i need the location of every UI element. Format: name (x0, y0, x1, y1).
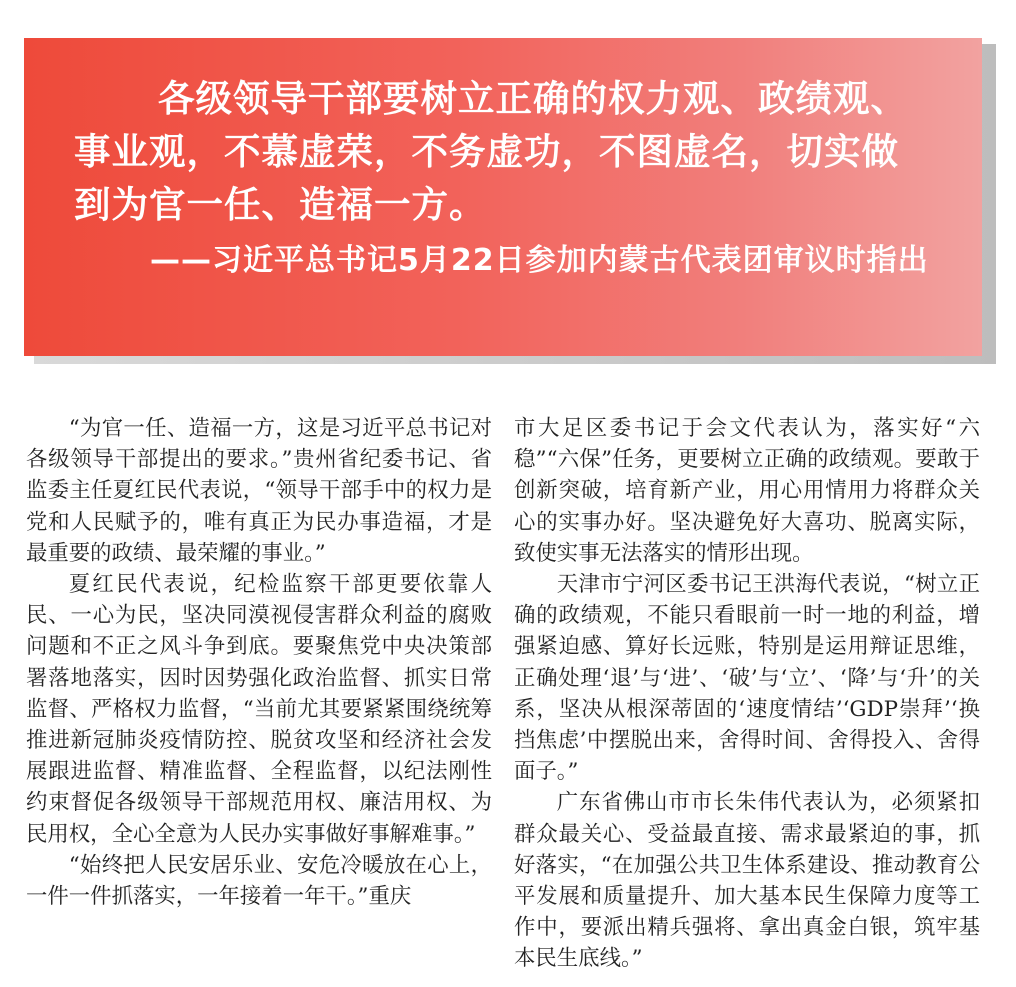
article-left-column (26, 413, 492, 912)
paragraph: “为官一任、造福一方，这是习近平总书记对各级领导干部提出的要求。”贵州省纪委书记、省监委主任夏红民代表说，“领导干部手中的权力是党和人民赋予的，唯有真正为民办事造福，才是最重要的政绩、最荣耀的事业。” (26, 416, 492, 566)
paragraph: 广东省佛山市市长朱伟代表认为，必须紧扣群众最关心、受益最直接、需求最紧迫的事，抓好落实，“在加强公共卫生体系建设、推动教育公平发展和质量提升、加大基本民生保障力度等工作中，要派出精兵强将、拿出真金白银，筑牢基本民生底线。” (514, 790, 980, 972)
paragraph: 夏红民代表说，纪检监察干部更要依靠人民、一心为民，坚决同漠视侵害群众利益的腐败问题和不正之风斗争到底。要聚焦党中央决策部署落地落实，因时因势强化政治监督、抓实日常监督、严格权力监督，“当前尤其要紧紧围绕统筹推进新冠肺炎疫情防控、脱贫攻坚和经济社会发展跟进监督、精准监督、全程监督，以纪法刚性约束督促各级领导干部规范用权、廉洁用权、为民用权，全心全意为人民办实事做好事解难事。” (26, 572, 492, 847)
paragraph-continued: 市大足区委书记于会文代表认为，落实好“六稳”“六保”任务，更要树立正确的政绩观。要敢于创新突破，培育新产业，用心用情用力将群众关心的实事办好。坚决避免好大喜功、脱离实际，致使实事无法落实的情形出现。 (514, 416, 980, 566)
paragraph: 天津市宁河区委书记王洪海代表说，“树立正确的政绩观，不能只看眼前一时一地的利益，增强紧迫感、算好长远账，特别是运用辩证思维，正确处理‘退’与‘进’、‘破’与‘立’、‘降’与‘升’的关系，坚决从根深蒂固的‘速度情结’‘GDP崇拜’‘换挡焦虑’中摆脱出来，舍得时间、舍得投入、舍得面子。” (514, 572, 980, 785)
banner-quote: 各级领导干部要树立正确的权力观、政绩观、事业观，不慕虚荣，不务虚功，不图虚名，切实做到为官一任、造福一方。 (74, 77, 908, 226)
article-right-column (514, 413, 980, 975)
banner-source: ——习近平总书记5月22日参加内蒙古代表团审议时指出 (150, 243, 929, 278)
quote-banner (24, 38, 982, 356)
paragraph: “始终把人民安居乐业、安危冷暖放在心上，一件一件抓落实，一年接着一年干。”重庆 (26, 852, 492, 910)
